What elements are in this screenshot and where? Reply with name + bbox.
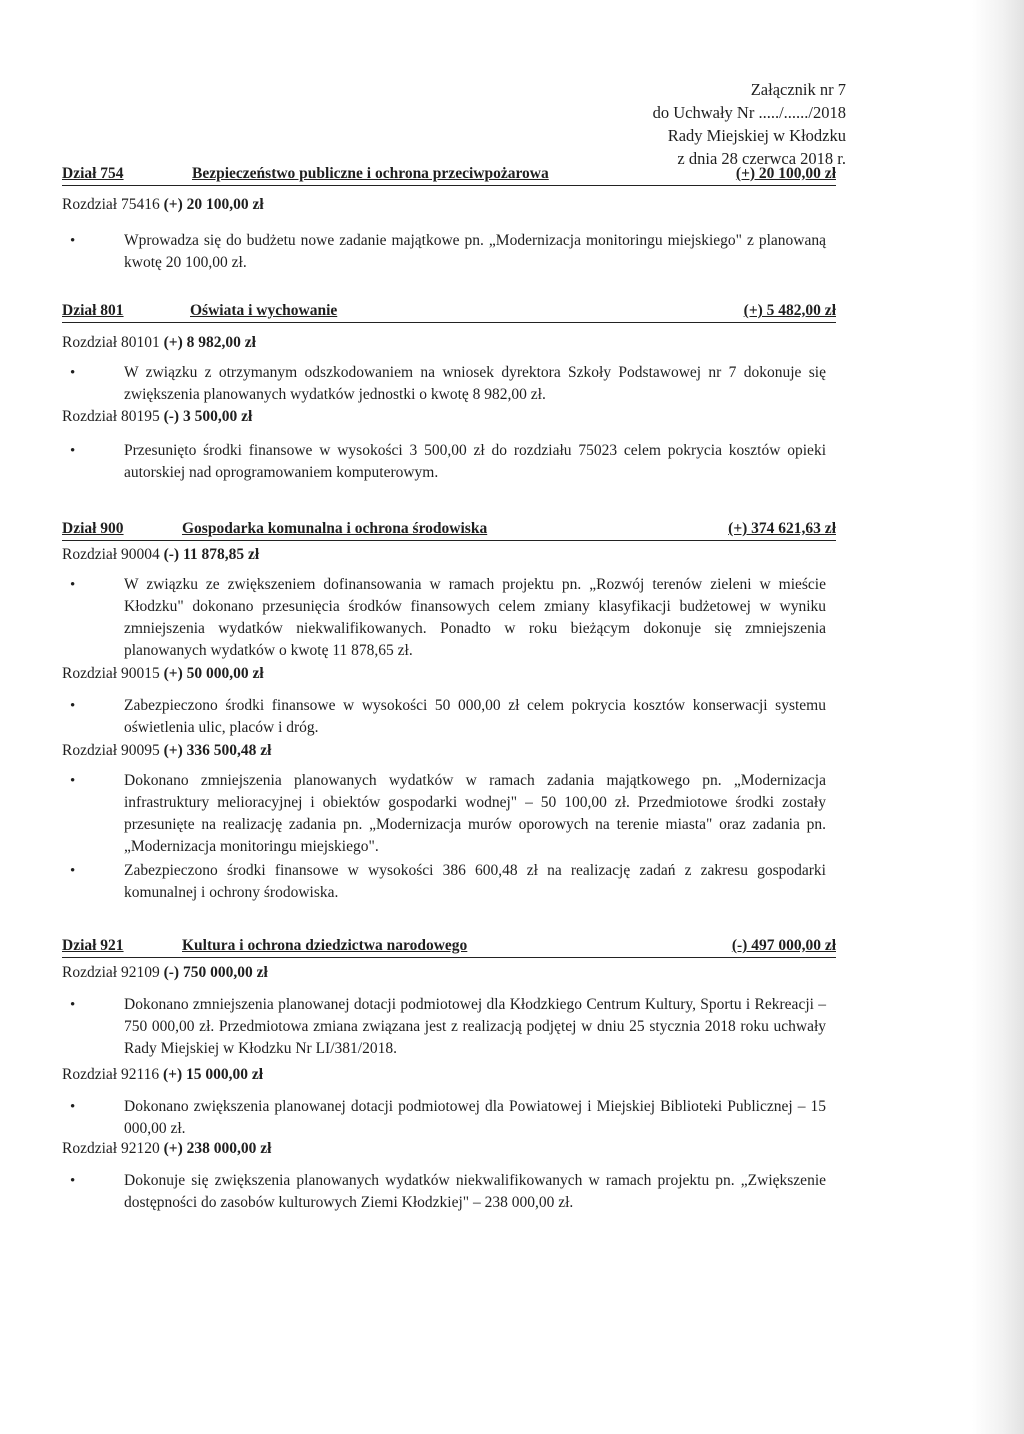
rozdzial-90004 (62, 546, 259, 564)
rozdzial-92109 (62, 964, 268, 982)
rozdzial-90095 (62, 742, 271, 760)
rozdzial-amount: (+) 15 000,00 zł (163, 1066, 264, 1083)
list-item (70, 362, 826, 406)
rozdzial-amount: (-) 750 000,00 zł (163, 964, 268, 981)
section-name: Kultura i ochrona dziedzictwa narodowego (182, 937, 468, 954)
section-amount: (+) 20 100,00 zł (735, 165, 836, 182)
section-number: Dział 754 (62, 165, 124, 182)
rozdzial-80101 (62, 334, 256, 352)
bullet-icon: • (70, 1173, 76, 1189)
list-item (70, 860, 826, 904)
list-item-text: Dokonano zmniejszenia planowanej dotacji podmiotowej dla Kłodzkiego Centrum Kultury, Sportu i Rekreacji – 750 000,00 zł. Przedmiotowa zmiana związana jest z realizacją podjętej w dniu 25 stycznia 2018 roku uchwały Rady Miejskiej w Kłodzku Nr LI/381/2018. (124, 996, 826, 1057)
list-item (70, 1170, 826, 1214)
rozdzial-amount: (+) 238 000,00 zł (163, 1140, 272, 1157)
header-line-4: z dnia 28 czerwca 2018 r. (677, 149, 846, 168)
section-amount: (-) 497 000,00 zł (731, 937, 836, 954)
rozdzial-amount: (+) 336 500,48 zł (163, 742, 272, 759)
bullet-icon: • (70, 233, 76, 249)
list-item-text: Przesunięto środki finansowe w wysokości 3 500,00 zł do rozdziału 75023 celem pokrycia kosztów opieki autorskiej nad oprogramowaniem komputerowym. (124, 442, 826, 481)
rozdzial-label: Rozdział 80195 (62, 408, 160, 425)
header-line-2: do Uchwały Nr ...../....../2018 (652, 103, 846, 122)
bullet-icon: • (70, 443, 76, 459)
bullet-icon: • (70, 577, 76, 593)
section-number: Dział 921 (62, 937, 124, 954)
section-amount: (+) 5 482,00 zł (743, 302, 836, 319)
section-heading-921 (62, 935, 836, 958)
bullet-icon: • (70, 863, 76, 879)
rozdzial-80195 (62, 408, 252, 426)
rozdzial-label: Rozdział 75416 (62, 196, 160, 213)
list-item (70, 770, 826, 858)
list-item (70, 230, 826, 274)
header-line-3: Rady Miejskiej w Kłodzku (667, 126, 846, 145)
rozdzial-90015 (62, 665, 264, 683)
section-heading-754 (62, 163, 836, 186)
list-item-text: W związku z otrzymanym odszkodowaniem na wniosek dyrektora Szkoły Podstawowej nr 7 dokonuje się zwiększenia planowanych wydatków jednostki o kwotę 8 982,00 zł. (124, 364, 826, 403)
attachment-header (653, 78, 846, 170)
rozdzial-amount: (-) 3 500,00 zł (163, 408, 253, 425)
section-name: Gospodarka komunalna i ochrona środowiska (182, 520, 488, 537)
rozdzial-label: Rozdział 92120 (62, 1140, 160, 1157)
rozdzial-label: Rozdział 92116 (62, 1066, 160, 1083)
list-item (70, 994, 826, 1060)
section-name: Oświata i wychowanie (190, 302, 338, 319)
bullet-icon: • (70, 698, 76, 714)
rozdzial-label: Rozdział 92109 (62, 964, 160, 981)
bullet-icon: • (70, 365, 76, 381)
section-heading-900 (62, 518, 836, 541)
rozdzial-label: Rozdział 90095 (62, 742, 160, 759)
section-name: Bezpieczeństwo publiczne i ochrona przeciwpożarowa (192, 165, 549, 182)
section-amount: (+) 374 621,63 zł (728, 520, 836, 537)
list-item-text: Dokonuje się zwiększenia planowanych wydatków niekwalifikowanych w ramach projektu pn. „Zwiększenie dostępności do zasobów kulturowych Ziemi Kłodzkiej" – 238 000,00 zł. (124, 1172, 826, 1211)
scan-edge (972, 0, 1024, 1434)
list-item (70, 574, 826, 662)
list-item (70, 1096, 826, 1140)
section-heading-801 (62, 300, 836, 323)
bullet-icon: • (70, 1099, 76, 1115)
section-number: Dział 801 (62, 302, 124, 319)
rozdzial-label: Rozdział 90004 (62, 546, 160, 563)
rozdzial-75416 (62, 196, 264, 214)
list-item-text: Zabezpieczono środki finansowe w wysokości 386 600,48 zł na realizację zadań z zakresu gospodarki komunalnej i ochrony środowiska. (124, 862, 826, 901)
rozdzial-label: Rozdział 80101 (62, 334, 160, 351)
list-item-text: Dokonano zmniejszenia planowanych wydatków w ramach zadania majątkowego pn. „Modernizacja infrastruktury melioracyjnej i obiektów gospodarki wodnej" – 50 100,00 zł. Przedmiotowe środki zostały przesunięte na realizację zadania pn. „Modernizacja murów oporowych na terenie miasta" oraz zadania pn. „Modernizacja monitoringu miejskiego". (124, 772, 826, 855)
list-item-text: Dokonano zwiększenia planowanej dotacji podmiotowej dla Powiatowej i Miejskiej Biblioteki Publicznej – 15 000,00 zł. (124, 1098, 826, 1137)
rozdzial-amount: (+) 20 100,00 zł (163, 196, 264, 213)
rozdzial-92116 (62, 1066, 263, 1084)
rozdzial-amount: (+) 8 982,00 zł (163, 334, 256, 351)
list-item (70, 440, 826, 484)
bullet-icon: • (70, 997, 76, 1013)
bullet-icon: • (70, 773, 76, 789)
list-item-text: Zabezpieczono środki finansowe w wysokości 50 000,00 zł celem pokrycia kosztów konserwacji systemu oświetlenia ulic, placów i dróg. (124, 697, 826, 736)
list-item-text: Wprowadza się do budżetu nowe zadanie majątkowe pn. „Modernizacja monitoringu miejskiego" z planowaną kwotę 20 100,00 zł. (124, 232, 826, 271)
header-line-1: Załącznik nr 7 (750, 80, 846, 99)
rozdzial-amount: (-) 11 878,85 zł (163, 546, 260, 563)
rozdzial-92120 (62, 1140, 271, 1158)
rozdzial-label: Rozdział 90015 (62, 665, 160, 682)
list-item (70, 695, 826, 739)
section-number: Dział 900 (62, 520, 124, 537)
rozdzial-amount: (+) 50 000,00 zł (163, 665, 264, 682)
list-item-text: W związku ze zwiększeniem dofinansowania w ramach projektu pn. „Rozwój terenów zieleni w mieście Kłodzku" dokonano przesunięcia środków finansowych celem zmiany klasyfikacji budżetowej w wyniku zmniejszenia wydatków niekwalifikowanych. Ponadto w roku bieżącym dokonuje się zmniejszenia planowanych wydatków o kwotę 11 878,65 zł. (124, 576, 826, 659)
